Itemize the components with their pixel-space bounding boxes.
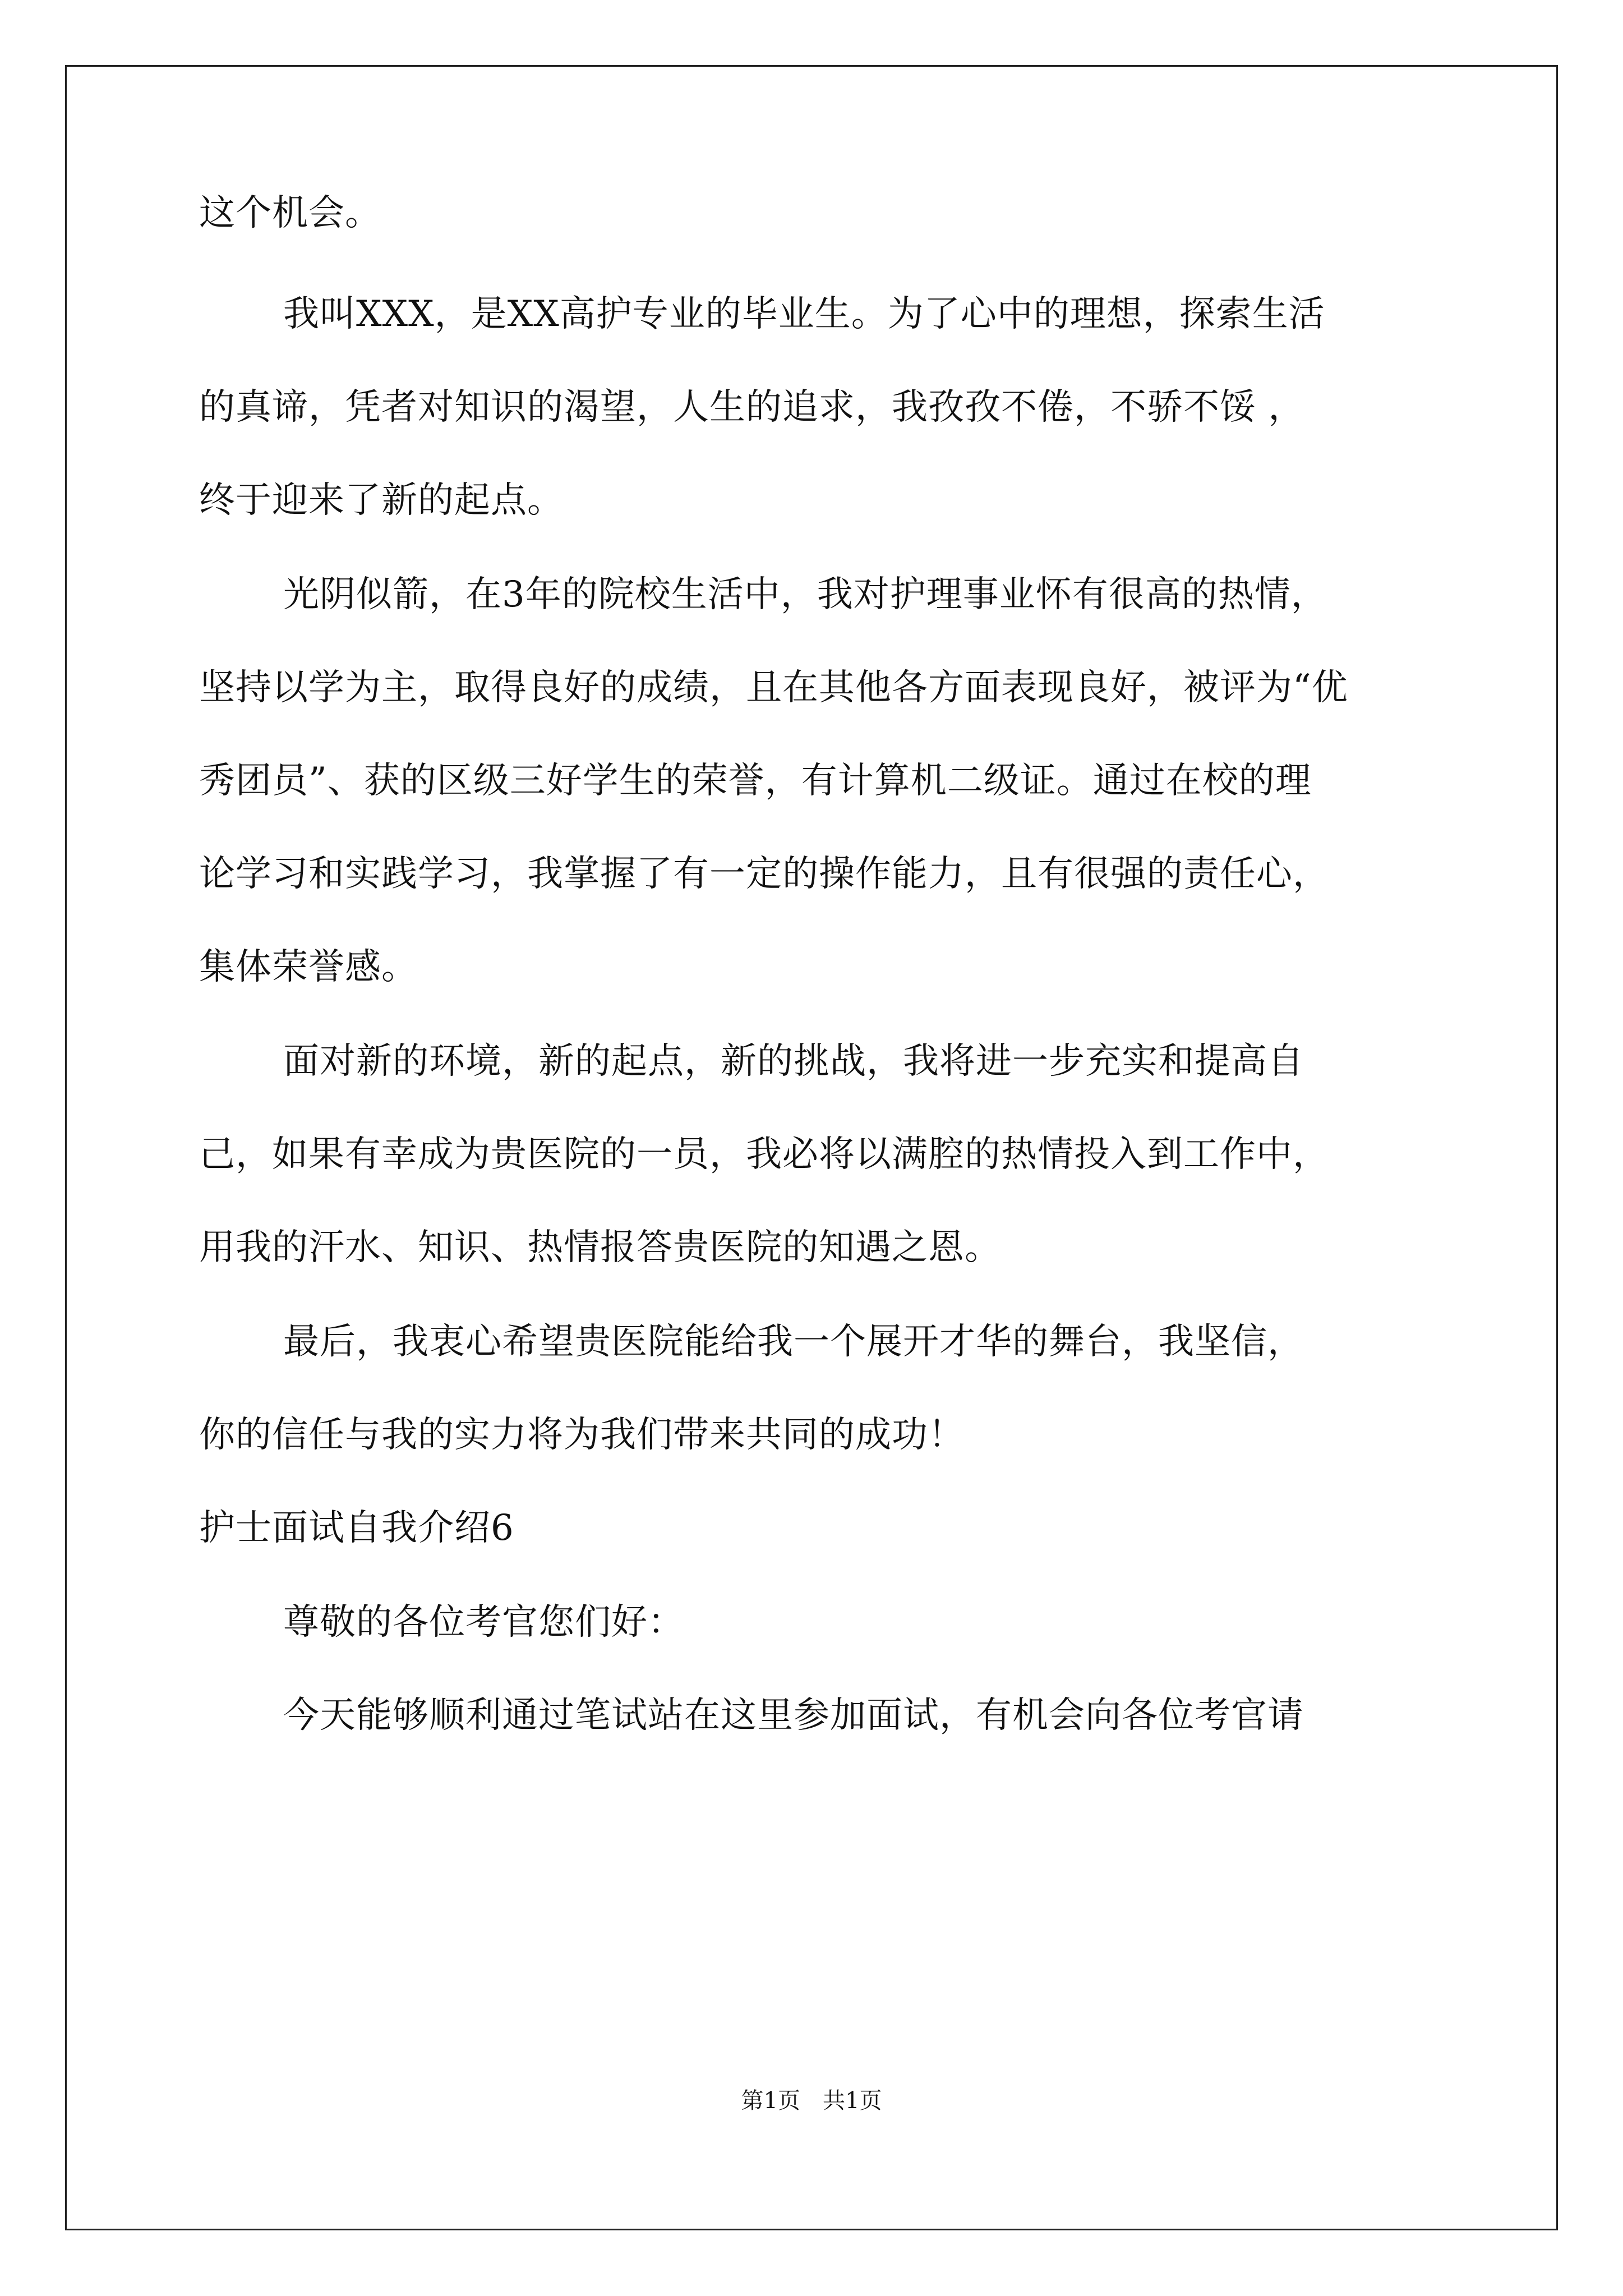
page-footer: 第1页 共1页 bbox=[741, 2088, 882, 2114]
salutation: 尊敬的各位考官您们好： bbox=[283, 1602, 684, 1643]
paragraph-first-line: 我叫XXX，是XX高护专业的毕业生。为了心中的理想，探索生活 bbox=[283, 293, 1325, 335]
text-line: 终于迎来了新的起点。 bbox=[199, 480, 564, 521]
text-line: 这个机会。 bbox=[199, 192, 381, 234]
text-line: 的真谛，凭者对知识的渴望，人生的追求，我孜孜不倦，不骄不馁 ， bbox=[199, 386, 1305, 428]
paragraph-first-line: 今天能够顺利通过笔试站在这里参加面试，有机会向各位考官请 bbox=[283, 1695, 1304, 1736]
text-line: 集体荣誉感。 bbox=[199, 946, 418, 988]
paragraph-first-line: 最后，我衷心希望贵医院能给我一个展开才华的舞台，我坚信， bbox=[283, 1321, 1304, 1363]
text-line: 论学习和实践学习，我掌握了有一定的操作能力，且有很强的责任心， bbox=[199, 853, 1329, 895]
paragraph-first-line: 面对新的环境，新的起点，新的挑战，我将进一步充实和提高自 bbox=[283, 1041, 1304, 1082]
section-heading: 护士面试自我介绍6 bbox=[199, 1507, 514, 1549]
text-line: 己，如果有幸成为贵医院的一员，我必将以满腔的热情投入到工作中， bbox=[199, 1134, 1329, 1175]
text-line: 坚持以学为主，取得良好的成绩，且在其他各方面表现良好，被评为“优 bbox=[199, 667, 1348, 708]
text-line: 你的信任与我的实力将为我们带来共同的成功！ bbox=[199, 1414, 965, 1456]
paragraph-first-line: 光阴似箭，在3年的院校生活中，我对护理事业怀有很高的热情， bbox=[283, 574, 1327, 615]
text-line: 秀团员”、获的区级三好学生的荣誉，有计算机二级证。通过在校的理 bbox=[199, 760, 1312, 802]
text-line: 用我的汗水、知识、热情报答贵医院的知遇之恩。 bbox=[199, 1227, 1001, 1268]
